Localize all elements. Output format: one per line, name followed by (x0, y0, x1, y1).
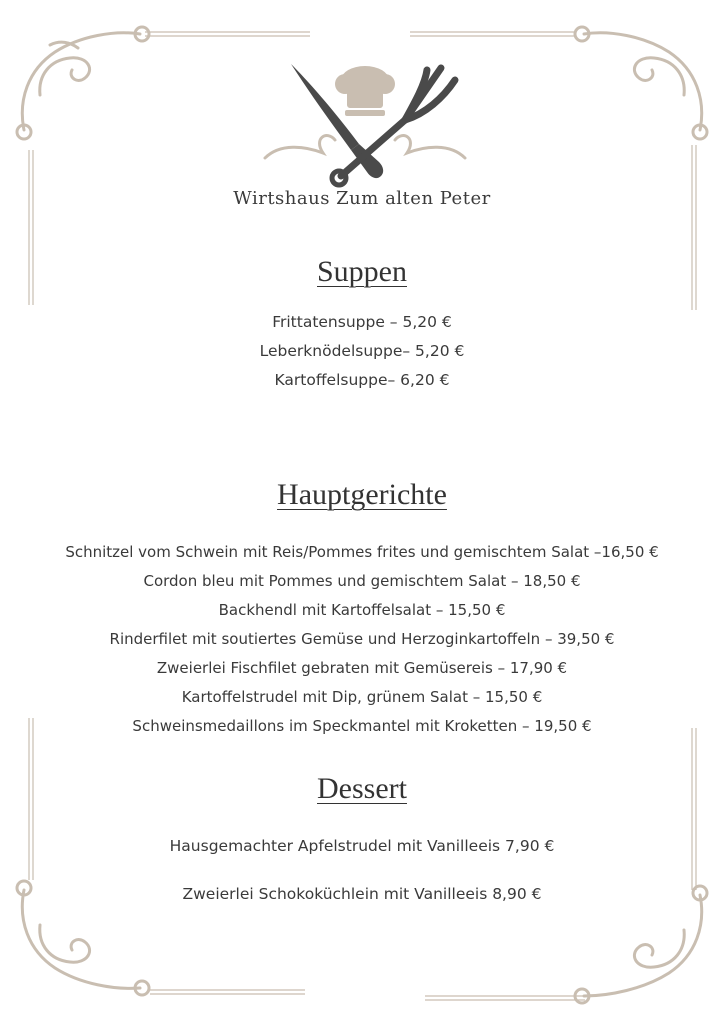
list-item: Rinderfilet mit soutiertes Gemüse und Herzoginkartoffeln – 39,50 € (109, 630, 615, 648)
list-item: Zweierlei Schokoküchlein mit Vanilleeis 8,90 € (182, 885, 542, 903)
soup-list (0, 308, 724, 395)
list-item: Zweierlei Fischfilet gebraten mit Gemüsereis – 17,90 € (156, 659, 568, 677)
list-item: Schnitzel vom Schwein mit Reis/Pommes frites und gemischtem Salat –16,50 € (65, 543, 659, 561)
list-item: Hausgemachter Apfelstrudel mit Vanilleeis 7,90 € (169, 837, 555, 855)
list-item: Cordon bleu mit Pommes und gemischtem Salat – 18,50 € (143, 572, 581, 590)
list-item: Frittatensuppe – 5,20 € (272, 313, 452, 331)
section-title-dessert: Dessert (317, 772, 407, 805)
list-item: Backhendl mit Kartoffelsalat – 15,50 € (218, 601, 506, 619)
dessert-list (0, 832, 724, 928)
section-title-soups: Suppen (317, 255, 407, 288)
crossed-knife-fork-chef-hat-icon (255, 58, 475, 193)
list-item: Schweinsmedaillons im Speckmantel mit Kroketten – 19,50 € (132, 717, 592, 735)
section-title-mains: Hauptgerichte (277, 478, 447, 511)
mains-list (0, 538, 724, 741)
restaurant-name: Wirtshaus Zum alten Peter (233, 188, 491, 209)
list-item: Kartoffelsuppe– 6,20 € (274, 371, 450, 389)
list-item: Leberknödelsuppe– 5,20 € (259, 342, 465, 360)
list-item: Kartoffelstrudel mit Dip, grünem Salat – 15,50 € (181, 688, 543, 706)
